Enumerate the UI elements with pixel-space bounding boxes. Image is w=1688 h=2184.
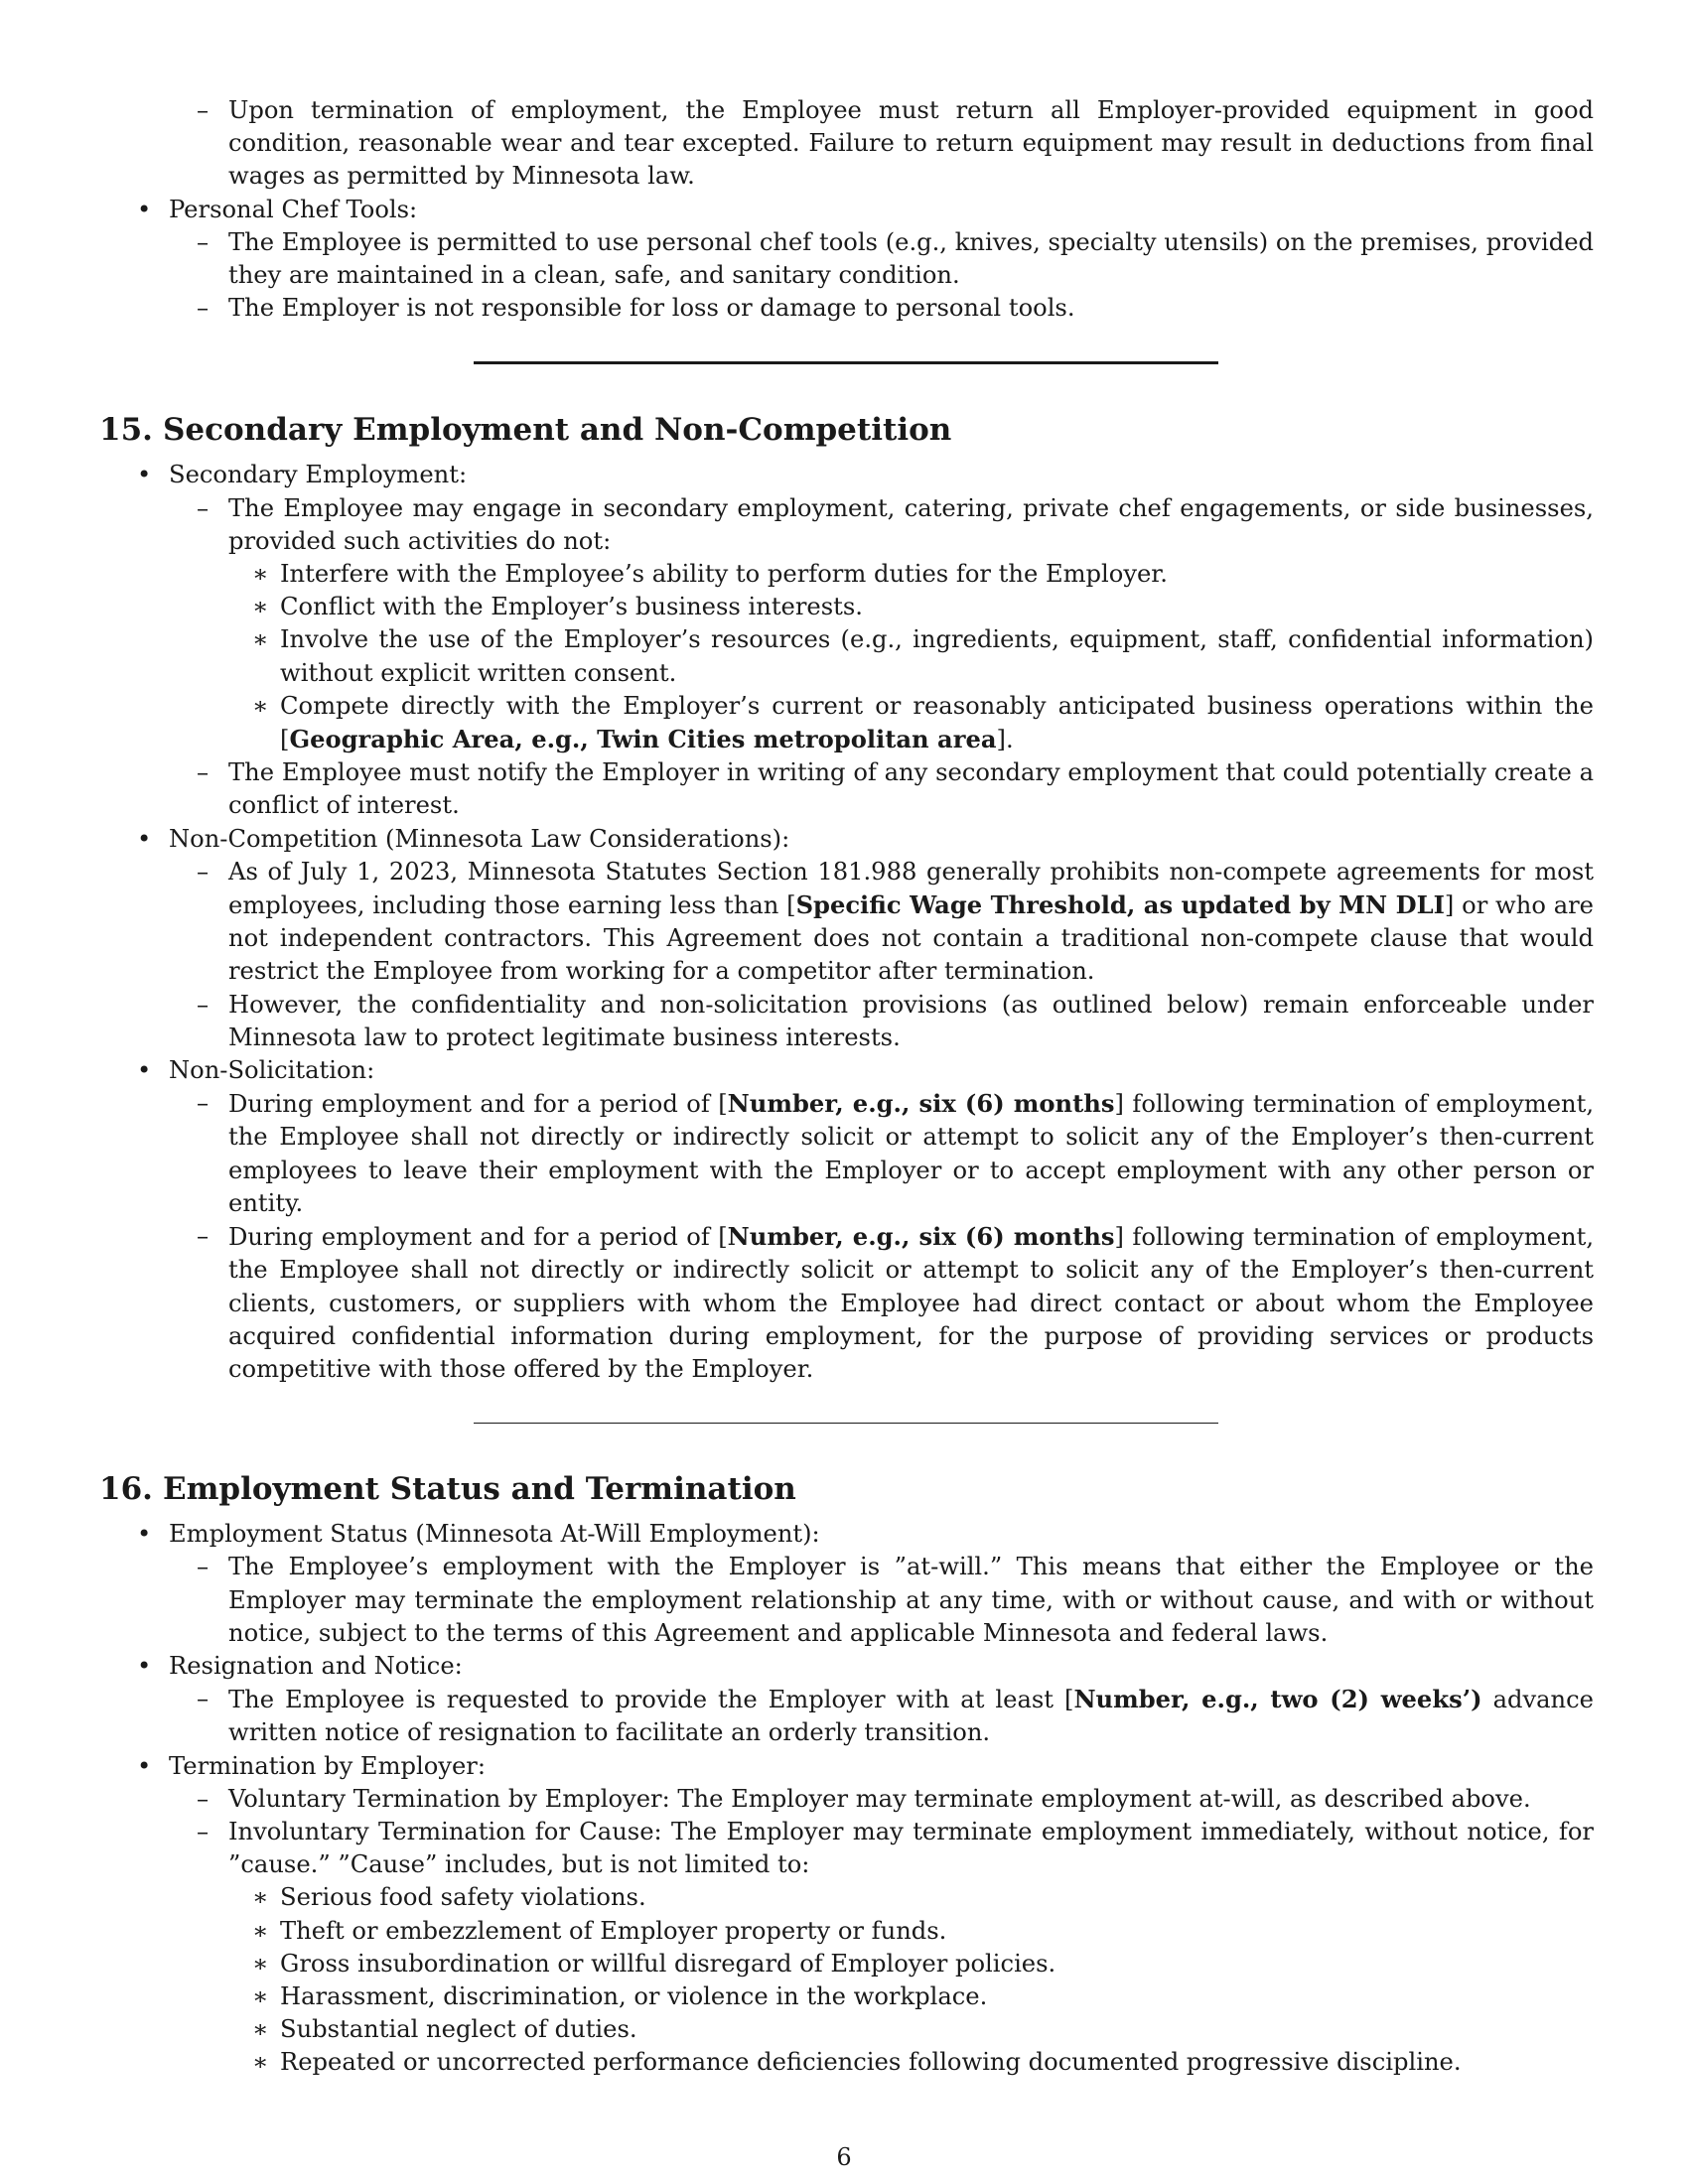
bullet-marker: • <box>137 1520 152 1549</box>
bullet-marker: • <box>137 1651 152 1680</box>
page-number: 6 <box>836 2143 852 2171</box>
list-item-cause <box>99 1948 1594 1980</box>
list-item-cause <box>99 2013 1594 2046</box>
cause-item-text: Theft or embezzlement of Employer property or funds. <box>280 1916 947 1945</box>
voluntary-termination-text: Voluntary Termination by Employer: The Employer may terminate employment at-will, as described above. <box>228 1784 1531 1813</box>
star-marker: ∗ <box>252 2015 269 2044</box>
dash-marker: – <box>197 1685 210 1713</box>
star-marker: ∗ <box>252 1949 269 1978</box>
personal-tools-permitted-text: The Employee is permitted to use personal chef tools (e.g., knives, specialty utensils) on the premises, provided they are maintained in a clean, safe, and sanitary condition. <box>228 227 1594 290</box>
noncompete-however-text: However, the confidentiality and non-solicitation provisions (as outlined below) remain enforceable under Minnesota law to protect legitimate business interests. <box>228 990 1594 1051</box>
section-16-number: 16. <box>99 1471 153 1508</box>
employment-status-label: Employment Status (Minnesota At-Will Employment): <box>169 1520 820 1549</box>
dash-marker: – <box>197 1089 210 1118</box>
list-item-noncompete-statute <box>99 856 1594 989</box>
dash-marker: – <box>197 1553 210 1581</box>
dash-marker: – <box>197 758 210 787</box>
section-15-number: 15. <box>99 412 153 449</box>
nonsolicit-employees-pre: During employment and for a period of [ <box>228 1090 728 1119</box>
nonsolicit-employees-post: ] following termination of employment, the Employee shall not directly or indirectly solicit or attempt to solicit any of the Employer’s then-current employees to leave their employment with the Employer or to accept employment with any other person or entity. <box>228 1090 1595 1217</box>
resignation-label: Resignation and Notice: <box>169 1651 463 1680</box>
section-15-heading <box>99 410 1594 450</box>
noncompete-text-post: ] or who are not independent contractors. This Agreement does not contain a traditional non-compete clause that would restrict the Employee from working for a competitor after termination. <box>228 891 1594 986</box>
list-item-resignation <box>99 1650 1594 1683</box>
list-item-voluntary-termination <box>99 1783 1594 1816</box>
star-marker: ∗ <box>252 625 269 654</box>
list-item-personal-tools <box>99 194 1594 226</box>
list-item-personal-tools-permitted <box>99 226 1594 292</box>
list-item-nonsolicit-clients <box>99 1220 1594 1386</box>
list-item-non-competition <box>99 823 1594 856</box>
bullet-marker: • <box>137 1056 152 1085</box>
dash-marker: – <box>197 227 210 256</box>
list-item-secondary-conflict <box>99 591 1594 623</box>
list-item-secondary-intro <box>99 492 1594 558</box>
dash-marker: – <box>197 294 210 323</box>
list-item-equipment-return <box>99 94 1594 194</box>
cause-item-text: Harassment, discrimination, or violence in the workplace. <box>280 1981 988 2010</box>
compete-text-pre: Compete directly with the Employer’s current or reasonably anticipated business operations within the [ <box>280 691 1594 754</box>
list-item-cause <box>99 2046 1594 2079</box>
cause-item-text: Substantial neglect of duties. <box>280 2015 637 2044</box>
list-item-cause <box>99 1980 1594 2013</box>
star-marker: ∗ <box>252 1981 269 2010</box>
cause-item-text: Serious food safety violations. <box>280 1883 646 1912</box>
dash-marker: – <box>197 857 210 886</box>
nonsolicit-clients-pre: During employment and for a period of [ <box>228 1223 728 1252</box>
star-marker: ∗ <box>252 1883 269 1912</box>
bullet-marker: • <box>137 824 152 853</box>
list-item-personal-tools-liability <box>99 292 1594 325</box>
equipment-return-text: Upon termination of employment, the Employee must return all Employer-provided equipment in good condition, reasonable wear and tear excepted. Failure to return equipment may result in deductions from final wages as permitted by Minnesota law. <box>228 96 1594 191</box>
list-item-secondary-compete <box>99 690 1594 756</box>
wage-threshold-placeholder: Specific Wage Threshold, as updated by MN DLI <box>795 890 1445 920</box>
geographic-area-placeholder: Geographic Area, e.g., Twin Cities metropolitan area <box>289 725 997 754</box>
personal-tools-label: Personal Chef Tools: <box>169 195 418 223</box>
dash-marker: – <box>197 96 210 124</box>
dash-marker: – <box>197 1222 210 1251</box>
noncompete-text-pre: As of July 1, 2023, Minnesota Statutes Section 181.988 generally prohibits non-compete agreements for most employees, including those earning less than [ <box>228 857 1594 920</box>
secondary-item-text: Interfere with the Employee’s ability to perform duties for the Employer. <box>280 560 1168 589</box>
cause-item-text: Repeated or uncorrected performance deficiencies following documented progressive discipline. <box>280 2048 1462 2077</box>
bullet-marker: • <box>137 461 152 489</box>
notice-period-placeholder: Number, e.g., two (2) weeks’) <box>1073 1685 1482 1714</box>
dash-marker: – <box>197 990 210 1019</box>
non-solicitation-label: Non-Solicitation: <box>169 1056 375 1085</box>
resignation-text-post: advance written notice of resignation to facilitate an orderly transition. <box>228 1686 1594 1747</box>
dash-marker: – <box>197 1784 210 1813</box>
dash-marker: – <box>197 1817 210 1845</box>
list-item-termination <box>99 1750 1594 1783</box>
list-item-nonsolicit-employees <box>99 1087 1594 1220</box>
cause-item-text: Gross insubordination or willful disregard of Employer policies. <box>280 1949 1056 1978</box>
list-item-secondary-resources <box>99 623 1594 689</box>
involuntary-termination-text: Involuntary Termination for Cause: The Employer may terminate employment immediately, without notice, for ”cause.” ”Cause” includes, but is not limited to: <box>228 1817 1594 1879</box>
list-item-secondary-interfere <box>99 558 1594 591</box>
list-item-noncompete-however <box>99 989 1594 1054</box>
at-will-text: The Employee’s employment with the Employer is ”at-will.” This means that either the Employee or the Employer may terminate the employment relationship at any time, with or without cause, and with or without notice, subject to the terms of this Agreement and applicable Minnesota and federal laws. <box>228 1553 1594 1647</box>
secondary-employment-label: Secondary Employment: <box>169 461 468 489</box>
duration-placeholder: Number, e.g., six (6) months <box>727 1089 1115 1119</box>
non-competition-label: Non-Competition (Minnesota Law Considerations): <box>169 824 790 853</box>
personal-tools-liability-text: The Employer is not responsible for loss or damage to personal tools. <box>228 294 1075 323</box>
star-marker: ∗ <box>252 560 269 589</box>
bullet-marker: • <box>137 1751 152 1780</box>
duration-placeholder: Number, e.g., six (6) months <box>727 1222 1115 1252</box>
bullet-marker: • <box>137 195 152 223</box>
compete-text-post: ]. <box>996 726 1014 754</box>
star-marker: ∗ <box>252 691 269 720</box>
section-16-title: Employment Status and Termination <box>163 1471 796 1508</box>
list-item-notify <box>99 756 1594 822</box>
secondary-item-text: Conflict with the Employer’s business interests. <box>280 593 863 621</box>
dash-marker: – <box>197 493 210 522</box>
termination-label: Termination by Employer: <box>169 1751 486 1780</box>
star-marker: ∗ <box>252 593 269 621</box>
secondary-item-text: Involve the use of the Employer’s resources (e.g., ingredients, equipment, staff, confidential information) without explicit written consent. <box>280 625 1594 687</box>
document-page <box>99 94 1594 2080</box>
list-item-at-will <box>99 1551 1594 1650</box>
star-marker: ∗ <box>252 1916 269 1945</box>
nonsolicit-clients-post: ] following termination of employment, the Employee shall not directly or indirectly solicit or attempt to solicit any of the Employer’s then-current clients, customers, or suppliers with whom the Employee had direct contact or about whom the Employee acquired confidential information during employment, for the purpose of providing services or products competitive with those offered by the Employer. <box>228 1223 1595 1383</box>
list-item-cause <box>99 1881 1594 1914</box>
notify-text: The Employee must notify the Employer in writing of any secondary employment that could potentially create a conflict of interest. <box>228 758 1594 820</box>
list-item-secondary-employment <box>99 459 1594 491</box>
list-item-non-solicitation <box>99 1054 1594 1087</box>
list-item-involuntary-termination <box>99 1816 1594 1881</box>
secondary-intro-text: The Employee may engage in secondary employment, catering, private chef engagements, or side businesses, provided such activities do not: <box>228 493 1594 555</box>
star-marker: ∗ <box>252 2048 269 2077</box>
section-16-heading <box>99 1469 1594 1509</box>
list-item-employment-status <box>99 1518 1594 1551</box>
list-item-cause <box>99 1915 1594 1948</box>
section-15-title: Secondary Employment and Non-Competition <box>163 412 952 449</box>
resignation-text-pre: The Employee is requested to provide the Employer with at least [ <box>228 1686 1074 1714</box>
list-item-resignation-notice <box>99 1683 1594 1749</box>
